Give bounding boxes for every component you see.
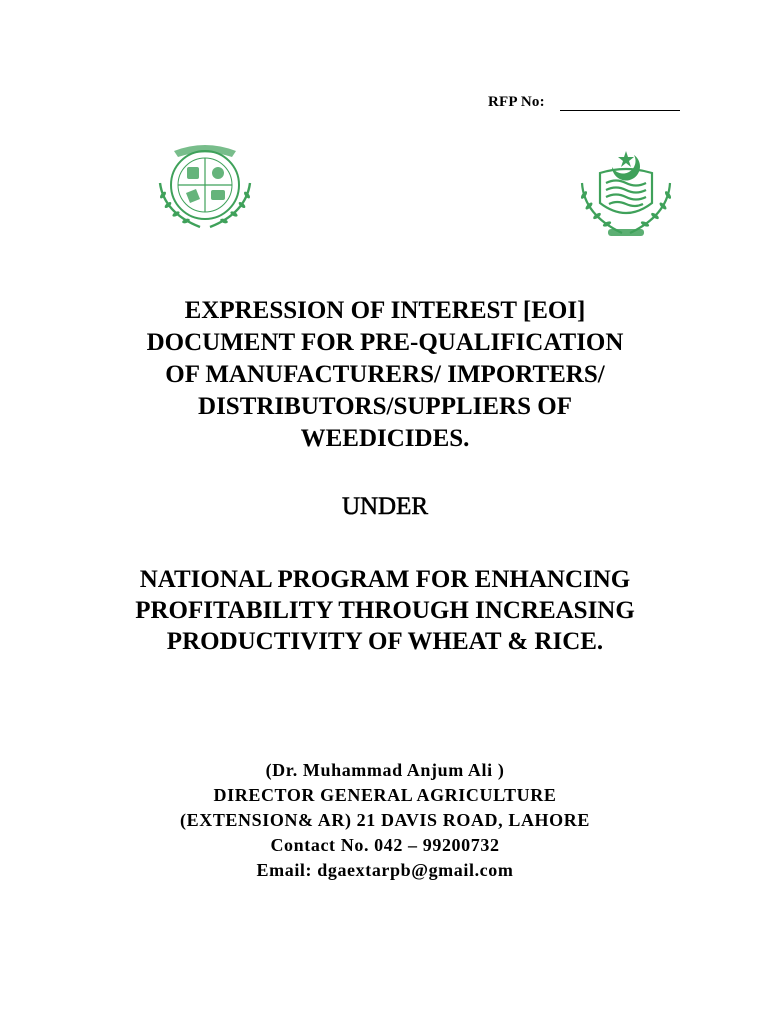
contact-phone: Contact No. 042 – 99200732 — [270, 835, 500, 855]
program-line: PRODUCTIVITY OF WHEAT & RICE. — [166, 628, 604, 655]
program-line: NATIONAL PROGRAM FOR ENHANCING — [139, 566, 631, 593]
title-line: EXPRESSION OF INTEREST [EOI] — [184, 297, 586, 324]
title-line: DOCUMENT FOR PRE-QUALIFICATION — [146, 329, 624, 356]
program-line: PROFITABILITY THROUGH INCREASING — [135, 597, 635, 624]
contact-name: (Dr. Muhammad Anjum Ali ) — [265, 760, 505, 780]
contact-address: (EXTENSION& AR) 21 DAVIS ROAD, LAHORE — [180, 810, 590, 830]
program-name — [0, 564, 770, 657]
title-line: DISTRIBUTORS/SUPPLIERS OF — [198, 393, 572, 420]
agriculture-department-emblem-icon — [154, 143, 256, 233]
contact-designation: DIRECTOR GENERAL AGRICULTURE — [213, 785, 557, 805]
document-title — [0, 295, 770, 455]
under-heading: UNDER — [341, 493, 429, 520]
rfp-number-label: RFP No: — [488, 94, 545, 110]
title-line: OF MANUFACTURERS/ IMPORTERS/ — [165, 361, 605, 388]
contact-block — [0, 758, 770, 883]
government-of-punjab-emblem-icon — [574, 143, 678, 241]
title-line: WEEDICIDES. — [300, 425, 470, 452]
contact-email: Email: dgaextarpb@gmail.com — [256, 860, 514, 880]
rfp-number-blank — [560, 110, 680, 111]
